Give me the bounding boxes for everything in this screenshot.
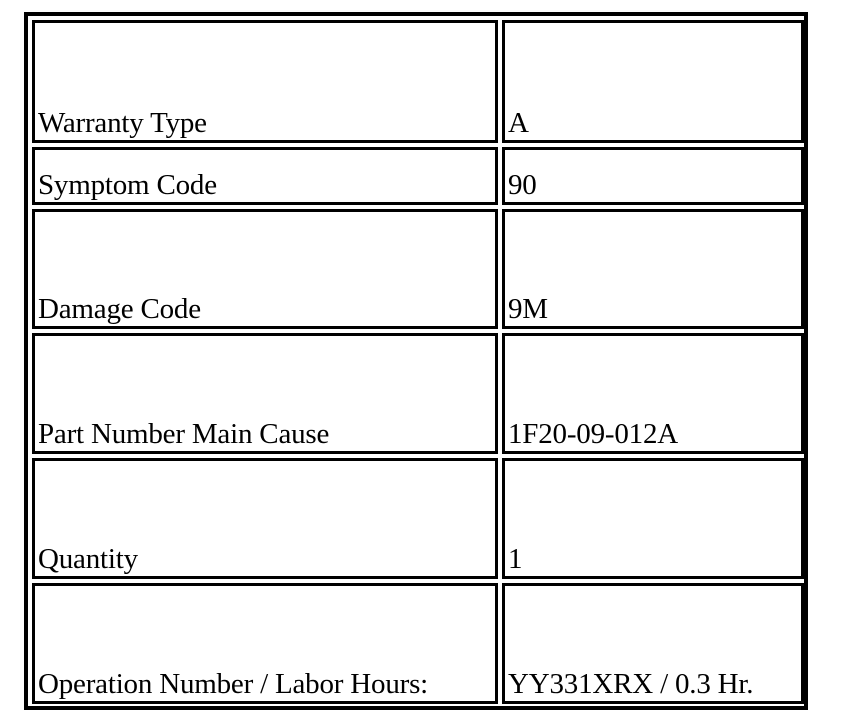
warranty-table (24, 12, 808, 710)
part-number-value: 1F20-09-012A (508, 418, 678, 450)
table-row-warranty-type-value-cell (502, 20, 804, 143)
table-row-symptom-code-value-cell (502, 147, 804, 205)
table-row-damage-code-value-cell (502, 209, 804, 329)
table-row-operation-number-label-cell (32, 583, 498, 704)
table-row-damage-code-label-cell (32, 209, 498, 329)
table-row-part-number-label-cell (32, 333, 498, 454)
damage-code-label: Damage Code (38, 293, 201, 325)
quantity-value: 1 (508, 543, 523, 575)
damage-code-value: 9M (508, 293, 548, 325)
table-row-part-number-value-cell (502, 333, 804, 454)
table-row-operation-number-value-cell (502, 583, 804, 704)
part-number-label: Part Number Main Cause (38, 418, 330, 450)
operation-number-label: Operation Number / Labor Hours: (38, 668, 429, 700)
quantity-label: Quantity (38, 543, 138, 575)
table-row-quantity-value-cell (502, 458, 804, 579)
table-row-symptom-code-label-cell (32, 147, 498, 205)
table-row-quantity-label-cell (32, 458, 498, 579)
warranty-type-label: Warranty Type (38, 107, 207, 139)
symptom-code-label: Symptom Code (38, 169, 217, 201)
symptom-code-value: 90 (508, 169, 537, 201)
warranty-type-value: A (508, 107, 529, 139)
table-row-warranty-type-label-cell (32, 20, 498, 143)
operation-number-value: YY331XRX / 0.3 Hr. (508, 668, 754, 700)
